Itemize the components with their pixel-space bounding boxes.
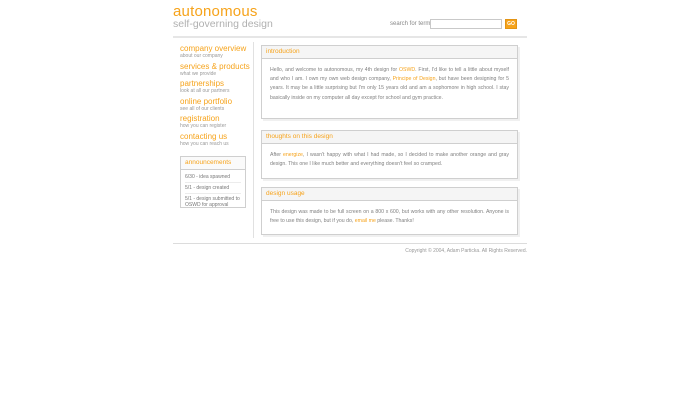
nav-item-contacting-us[interactable] — [180, 132, 252, 150]
nav-desc: look at all our partners — [180, 88, 230, 94]
announcement-item: 6/30 - idea spawned — [185, 172, 241, 183]
section-title: design usage — [262, 188, 517, 201]
section-thoughts — [261, 130, 518, 179]
announcement-item: 5/1 - design created — [185, 183, 241, 194]
header-divider — [173, 36, 527, 38]
nav-desc: what we provide — [180, 70, 217, 77]
site-tagline: self-governing design — [173, 18, 273, 30]
nav-item-online-portfolio[interactable] — [180, 97, 252, 115]
nav-link[interactable]: online portfolio — [180, 96, 233, 106]
nav-item-registration[interactable] — [180, 114, 252, 132]
section-title: thoughts on this design — [262, 131, 517, 144]
announcements-title: announcements — [181, 157, 245, 170]
section-body — [262, 59, 517, 110]
body-text: After — [270, 152, 284, 158]
nav-link[interactable]: contacting us — [180, 131, 228, 141]
body-text: . First, I'd like to tell a little about myself and who I am. I own my own web design company, — [270, 67, 509, 83]
body-text: Hello, and welcome to autonomous, my 4th design for — [270, 67, 399, 73]
nav-item-services-products[interactable] — [180, 62, 252, 80]
footer-divider — [173, 243, 527, 244]
nav-link[interactable]: company overview — [180, 44, 247, 53]
section-design-usage — [261, 187, 518, 235]
search-input[interactable] — [430, 19, 502, 29]
body-text: , I wasn't happy with what I had made, so I decided to make another orange and gray design. This one I like much better and everything doesn't feel so cramped. — [270, 152, 509, 168]
nav-link[interactable]: services & products — [180, 61, 250, 71]
oswd-link[interactable]: OSWD — [398, 67, 416, 73]
principe-of-design-link[interactable]: Principe of Design — [392, 76, 436, 83]
energize-link[interactable]: energize — [283, 152, 303, 158]
announcements-box — [180, 156, 246, 208]
nav-desc: how you can reach us — [180, 140, 229, 147]
nav-desc: about our company — [180, 53, 223, 59]
sidebar-nav — [180, 44, 252, 149]
email-me-link[interactable]: email me — [354, 218, 376, 225]
announcements-list — [181, 170, 245, 210]
section-introduction — [261, 45, 518, 119]
nav-desc: how you can register — [180, 123, 227, 129]
nav-item-company-overview[interactable] — [180, 44, 252, 62]
column-divider — [253, 42, 254, 238]
section-body — [262, 144, 517, 176]
site-logo-title[interactable]: autonomous — [173, 3, 258, 20]
nav-item-partnerships[interactable] — [180, 79, 252, 97]
section-title: introduction — [262, 46, 517, 59]
body-text: please. Thanks! — [375, 218, 414, 225]
nav-link[interactable]: partnerships — [180, 79, 225, 88]
nav-desc: see all of our clients — [180, 105, 225, 112]
search-label: search for term — [390, 21, 431, 27]
nav-link[interactable]: registration — [180, 114, 220, 123]
announcement-item: 5/1 - design submitted to OSWD for approval — [185, 196, 240, 208]
body-text: , but have been designing for 5 years. It may be a little surprising but I'm only 15 years old and am a sophomore in high school. I stay basically inside on my computer all day except for school and gym practice. — [270, 76, 509, 101]
body-text: This design was made to be full screen on a 800 x 600, but works with any other resolution. Anyone is free to use this design, but if you do, — [270, 209, 509, 225]
copyright-text: Copyright © 2004, Adam Particka. All Rights Reserved. — [405, 248, 527, 254]
search-go-button[interactable]: GO — [505, 19, 517, 29]
section-body — [262, 201, 517, 233]
